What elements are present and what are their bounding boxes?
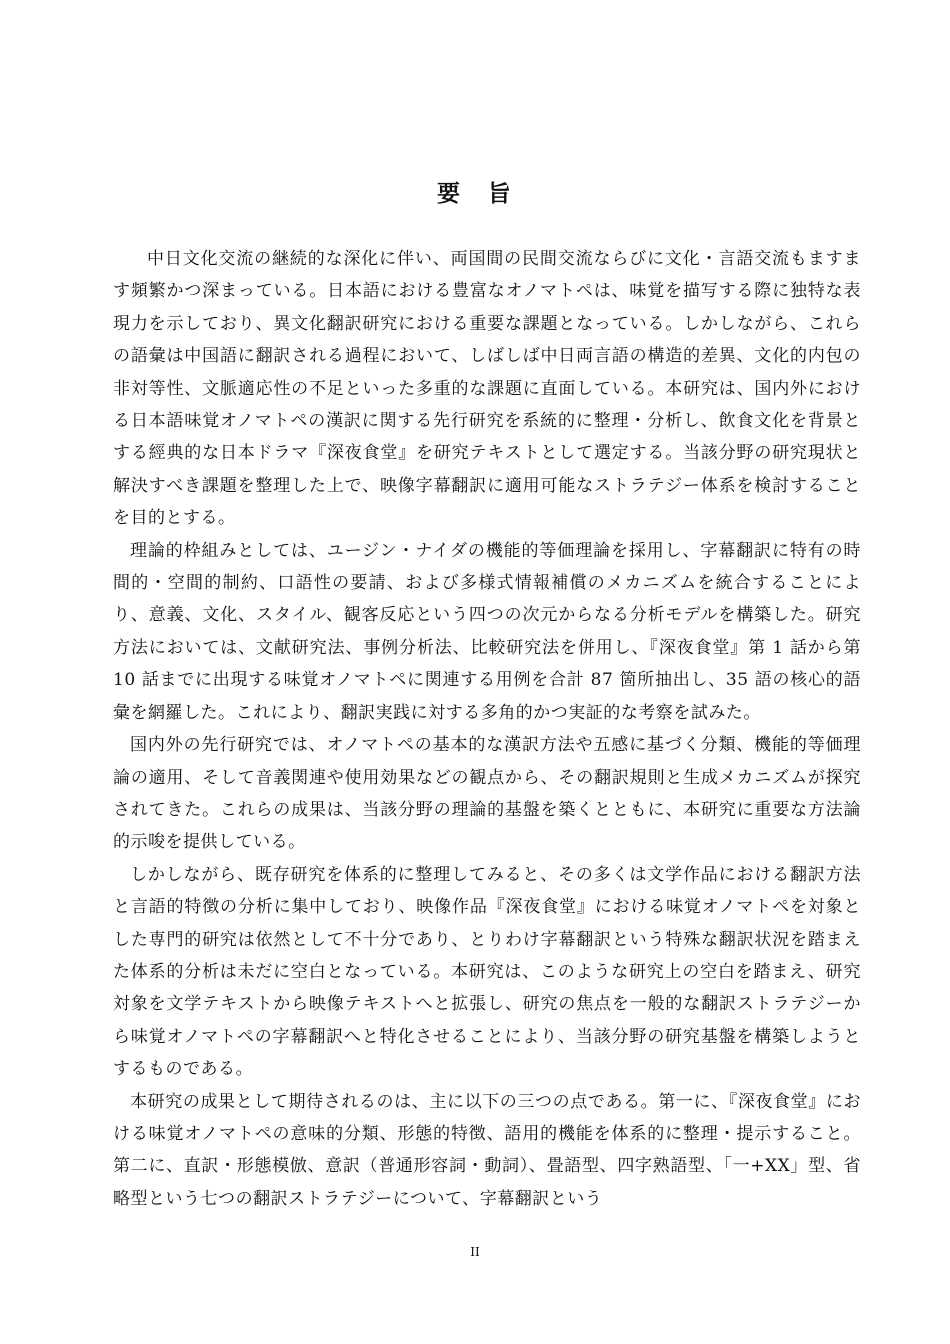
paragraph-5: 本研究の成果として期待されるのは、主に以下の三つの点である。第一に、『深夜食堂』における味覚オノマトペの意味的分類、形態的特徴、語用的機能を体系的に整理・提示すること。第二に、直訳・形態模倣、意訳（普通形容詞・動詞）、畳語型、四字熟語型、「一+XX」型、省略型という七つの翻訳ストラテジーについて、字幕翻訳という bbox=[113, 1091, 861, 1209]
paragraph-1: 中日文化交流の継続的な深化に伴い、両国間の民間交流ならびに文化・言語交流もますます頻繁かつ深まっている。日本語における豊富なオノマトペは、味覚を描写する際に独特な表現力を示しており、異文化翻訳研究における重要な課題となっている。しかしながら、これらの語彙は中国語に翻訳される過程において、しばしば中日両言語の構造的差異、文化的内包の非対等性、文脈適応性の不足といった多重的な課題に直面している。本研究は、国内外における日本語味覚オノマトペの漢訳に関する先行研究を系統的に整理・分析し、飲食文化を背景とする經典的な日本ドラマ『深夜食堂』を研究テキストとして選定する。当該分野の研究現状と解決すべき課題を整理した上で、映像字幕翻訳に適用可能なストラテジー体系を検討することを目的とする。 bbox=[113, 249, 861, 529]
abstract-body bbox=[113, 243, 861, 1215]
paragraph-3: 国内外の先行研究では、オノマトペの基本的な漢訳方法や五感に基づく分類、機能的等価理論の適用、そして音義関連や使用効果などの観点から、その翻訳規則と生成メカニズムが探究されてきた。これらの成果は、当該分野の理論的基盤を築くとともに、本研究に重要な方法論的示唆を提供している。 bbox=[113, 735, 861, 853]
page-title: 要 旨 bbox=[437, 181, 513, 207]
page-number: II bbox=[470, 1245, 480, 1259]
paragraph-2: 理論的枠組みとしては、ユージン・ナイダの機能的等価理論を採用し、字幕翻訳に特有の時間的・空間的制約、口語性の要請、および多様式情報補償のメカニズムを統合することにより、意義、文化、スタイル、観客反応という四つの次元からなる分析モデルを構築した。研究方法においては、文献研究法、事例分析法、比較研究法を併用し、『深夜食堂』第 1 話から第 10 話までに出現する味覚オノマトペに関連する用例を合計 87 箇所抽出し、35 語の核心的語彙を網羅した。これにより、翻訳実践に対する多角的かつ実証的な考察を試みた。 bbox=[113, 540, 861, 723]
paragraph-4: しかしながら、既存研究を体系的に整理してみると、その多くは文学作品における翻訳方法と言語的特徴の分析に集中しており、映像作品『深夜食堂』における味覚オノマトペを対象とした専門的研究は依然として不十分であり、とりわけ字幕翻訳という特殊な翻訳状況を踏まえた体系的分析は未だに空白となっている。本研究は、このような研究上の空白を踏まえ、研究対象を文学テキストから映像テキストへと拡張し、研究の焦点を一般的な翻訳ストラテジーから味覚オノマトペの字幕翻訳へと特化させることにより、当該分野の研究基盤を構築しようとするものである。 bbox=[113, 864, 861, 1080]
